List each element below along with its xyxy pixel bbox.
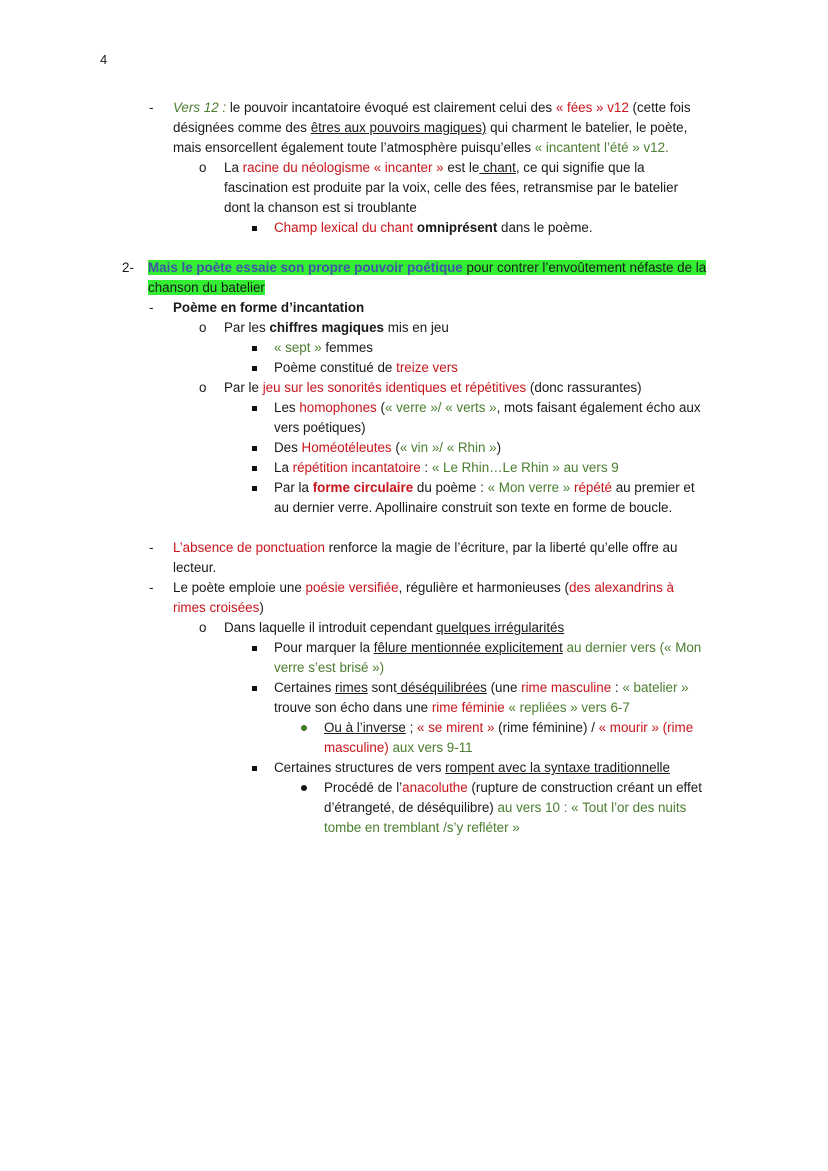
list-item: Des Homéotéleutes (« vin »/ « Rhin ») (274, 440, 502, 455)
section-number: 2- (122, 260, 134, 275)
square-bullet (252, 646, 257, 651)
section-heading-cont: chanson du batelier (148, 280, 265, 295)
list-item-cont: masculine) aux vers 9-11 (324, 740, 473, 755)
dash-bullet: - (149, 300, 154, 315)
square-bullet (252, 446, 257, 451)
page-number: 4 (100, 52, 108, 67)
list-item: La répétition incantatoire : « Le Rhin…Le Rhin » au vers 9 (274, 460, 619, 475)
round-bullet (301, 725, 307, 731)
list-item-cont: fascination est produite par la voix, celle des fées, retransmise par le batelier (224, 180, 679, 195)
list-item: Vers 12 : le pouvoir incantatoire évoqué est clairement celui des « fées » v12 (cette fois (173, 100, 691, 115)
list-item: Procédé de l’anacoluthe (rupture de construction créant un effet (324, 780, 702, 795)
circle-bullet: o (199, 620, 207, 635)
square-bullet (252, 486, 257, 491)
list-item-cont: rimes croisées) (173, 600, 264, 615)
list-item: Ou à l’inverse ; « se mirent » (rime féminine) / « mourir » (rime (324, 720, 694, 735)
circle-bullet: o (199, 380, 207, 395)
square-bullet (252, 226, 257, 231)
list-item-cont: désignées comme des êtres aux pouvoirs magiques) qui charment le batelier, le poète, (173, 120, 688, 135)
list-item-cont: trouve son écho dans une rime féminie « repliées » vers 6-7 (274, 700, 630, 715)
list-item: Champ lexical du chant omniprésent dans le poème. (274, 220, 593, 235)
list-item: Le poète emploie une poésie versifiée, régulière et harmonieuses (des alexandrins à (173, 580, 674, 595)
list-item: L’absence de ponctuation renforce la magie de l’écriture, par la liberté qu’elle offre au (173, 540, 678, 555)
dash-bullet: - (149, 540, 154, 555)
list-item-cont: vers poétiques) (274, 420, 366, 435)
circle-bullet: o (199, 160, 207, 175)
list-item: Par la forme circulaire du poème : « Mon verre » répété au premier et (274, 480, 695, 495)
round-bullet (301, 785, 307, 791)
list-item: Par les chiffres magiques mis en jeu (224, 320, 449, 335)
dash-bullet: - (149, 100, 154, 115)
list-item: Les homophones (« verre »/ « verts », mots faisant également écho aux (274, 400, 701, 415)
section-heading: Mais le poète essaie son propre pouvoir poétique pour contrer l’envoûtement néfaste de la (148, 260, 707, 275)
list-item-cont: lecteur. (173, 560, 217, 575)
list-item-cont: tombe en tremblant /s’y refléter » (324, 820, 520, 835)
circle-bullet: o (199, 320, 207, 335)
list-item: Pour marquer la fêlure mentionnée explicitement au dernier vers (« Mon (274, 640, 702, 655)
square-bullet (252, 766, 257, 771)
list-item-cont: verre s’est brisé ») (274, 660, 385, 675)
square-bullet (252, 686, 257, 691)
list-item: Certaines rimes sont déséquilibrées (une rime masculine : « batelier » (274, 680, 689, 695)
list-item: Poème constitué de treize vers (274, 360, 458, 375)
list-item: Par le jeu sur les sonorités identiques et répétitives (donc rassurantes) (224, 380, 642, 395)
list-item: Dans laquelle il introduit cependant quelques irrégularités (224, 620, 565, 635)
list-item-cont: dont la chanson est si troublante (224, 200, 417, 215)
list-item: La racine du néologisme « incanter » est le chant, ce qui signifie que la (224, 160, 645, 175)
list-item: « sept » femmes (274, 340, 373, 355)
list-item: Poème en forme d’incantation (173, 300, 365, 315)
dash-bullet: - (149, 580, 154, 595)
list-item-cont: mais ensorcellent également toute l’atmosphère puisqu’elles « incantent l’été » v12. (173, 140, 669, 155)
square-bullet (252, 466, 257, 471)
square-bullet (252, 346, 257, 351)
list-item-cont: au dernier verre. Apollinaire construit son texte en forme de boucle. (274, 500, 673, 515)
square-bullet (252, 406, 257, 411)
list-item: Certaines structures de vers rompent avec la syntaxe traditionnelle (274, 760, 670, 775)
square-bullet (252, 366, 257, 371)
list-item-cont: d’étrangeté, de déséquilibre) au vers 10 : « Tout l’or des nuits (324, 800, 687, 815)
